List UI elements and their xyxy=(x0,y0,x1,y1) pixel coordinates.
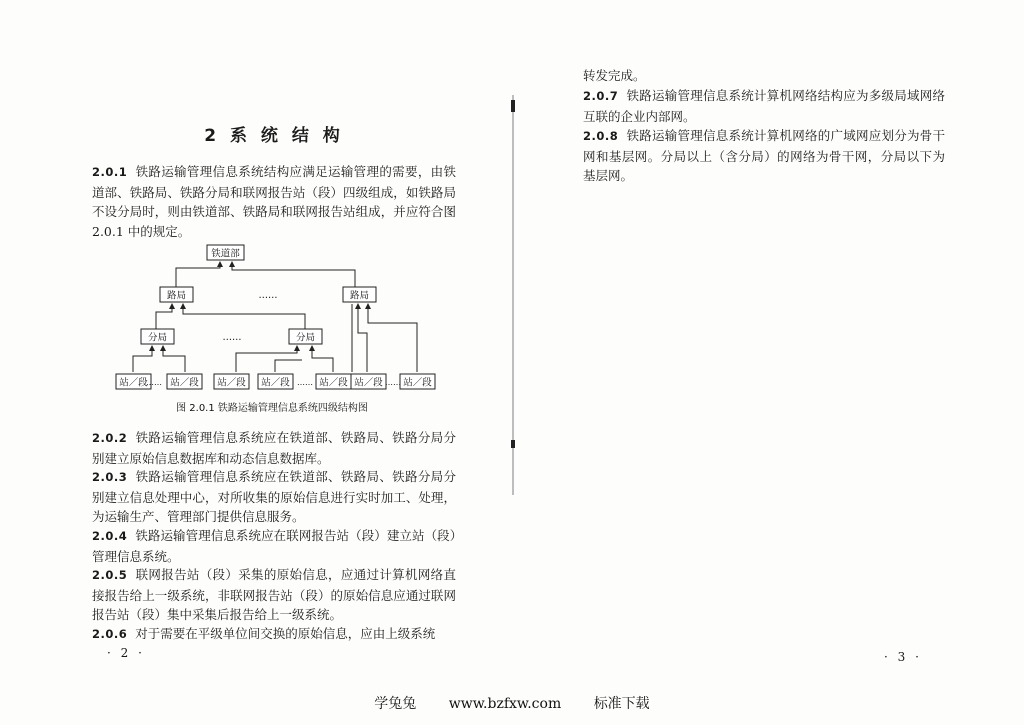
node-station-label: 站／段 xyxy=(170,377,199,389)
structure-diagram xyxy=(0,0,512,420)
site-url[interactable]: www.bzfxw.com xyxy=(448,696,562,712)
paragraph-2-0-8 xyxy=(583,126,945,186)
clause-number: 2.0.3 xyxy=(92,470,128,484)
node-branch-right-label: 分局 xyxy=(295,332,316,344)
clause-number: 2.0.4 xyxy=(92,529,128,543)
clause-text: 铁路运输管理信息系统应在铁道部、铁路局、铁路分局分别建立信息处理中心，对所收集的原始信息进行实时加工、处理，为运输生产、管理部门提供信息服务。 xyxy=(92,469,456,524)
node-station-label: 站／段 xyxy=(319,377,348,389)
site-tagline: 标准下载 xyxy=(593,696,650,712)
section-title: 2 系 统 结 构 xyxy=(204,126,344,146)
clause-text: 铁路运输管理信息系统计算机网络的广域网应划分为骨干网和基层网。分局以上（含分局）的网络为骨干网，分局以下为基层网。 xyxy=(583,128,945,183)
clause-number: 2.0.8 xyxy=(583,129,619,143)
clause-text: 铁路运输管理信息系统计算机网络结构应为多级局域网络互联的企业内部网。 xyxy=(583,88,945,124)
clause-number: 2.0.2 xyxy=(92,431,128,445)
clause-text: 转发完成。 xyxy=(583,68,646,83)
clause-text: 联网报告站（段）采集的原始信息，应通过计算机网络直接报告给上一级系统，非联网报告站（段）的原始信息应通过联网报告站（段）集中采集后报告给上一级系统。 xyxy=(92,567,456,622)
clause-text: 对于需要在平级单位间交换的原始信息，应由上级系统 xyxy=(135,626,436,641)
node-bureau-left-label: 路局 xyxy=(166,290,187,302)
paragraph-2-0-2 xyxy=(92,428,456,468)
site-footer xyxy=(0,693,1024,713)
clause-text: 铁路运输管理信息系统应在铁道部、铁路局、铁路分局分别建立原始信息数据库和动态信息数据库。 xyxy=(92,430,456,466)
node-ministry-label: 铁道部 xyxy=(211,248,240,260)
clause-number: 2.0.5 xyxy=(92,568,128,582)
node-bureau-right-label: 路局 xyxy=(349,290,370,302)
ellipsis-stations: …… xyxy=(385,378,401,387)
left-page xyxy=(0,0,512,690)
clause-text: 铁路运输管理信息系统结构应满足运输管理的需要，由铁道部、铁路局、铁路分局和联网报告站（段）四级组成，如铁路局不设分局时，则由铁道部、铁路局和联网报告站组成，并应符合图 2.0.1 中的规定。 xyxy=(92,164,456,239)
clause-number: 2.0.7 xyxy=(583,89,619,103)
node-station-label: 站／段 xyxy=(354,377,383,389)
site-name: 学兔兔 xyxy=(374,696,417,712)
paragraph-2-0-5 xyxy=(92,565,456,625)
ellipsis-branch: …… xyxy=(222,332,242,343)
node-station-label: 站／段 xyxy=(403,377,432,389)
paragraph-2-0-6 xyxy=(92,624,456,645)
paragraph-2-0-3 xyxy=(92,467,456,527)
paragraph-2-0-7 xyxy=(583,86,945,126)
ellipsis-bureau: …… xyxy=(258,290,278,301)
clause-text: 铁路运输管理信息系统应在联网报告站（段）建立站（段）管理信息系统。 xyxy=(92,528,456,564)
ellipsis-stations: …… xyxy=(146,378,162,387)
clause-number: 2.0.1 xyxy=(92,165,128,179)
ellipsis-stations: …… xyxy=(297,378,313,387)
node-station-label: 站／段 xyxy=(119,377,148,389)
paragraph-continuation xyxy=(583,66,945,86)
clause-number: 2.0.6 xyxy=(92,627,128,641)
paragraph-2-0-4 xyxy=(92,526,456,566)
node-station-label: 站／段 xyxy=(261,377,290,389)
node-branch-left-label: 分局 xyxy=(147,332,168,344)
page-number-left: · 2 · xyxy=(107,646,145,660)
figure-caption: 图 2.0.1 铁路运输管理信息系统四级结构图 xyxy=(176,403,368,414)
page-number-right: · 3 · xyxy=(884,650,922,664)
node-station-label: 站／段 xyxy=(217,377,246,389)
right-page xyxy=(512,0,1024,690)
